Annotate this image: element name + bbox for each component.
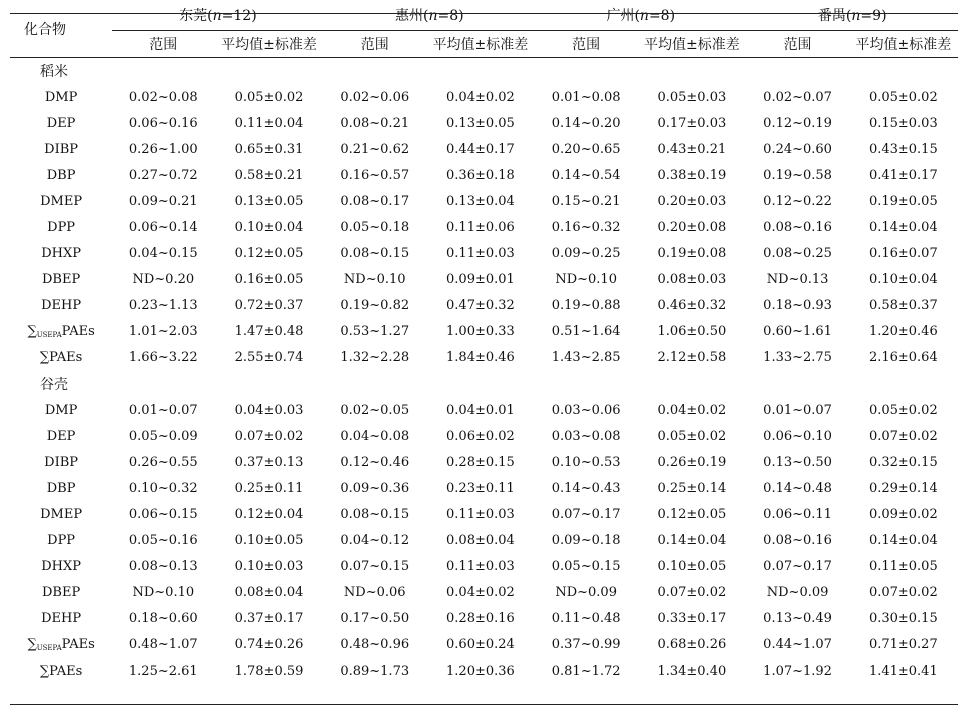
mean-sd-cell: 0.58±0.21 — [234, 167, 304, 183]
mean-sd-cell: 0.20±0.08 — [657, 220, 727, 236]
range-cell: 0.06~0.14 — [128, 220, 198, 236]
compound-name — [10, 528, 112, 554]
range-header: 范围 — [535, 31, 637, 58]
mean-sd-cell: 0.28±0.16 — [446, 611, 515, 627]
range-cell: 0.02~0.05 — [340, 402, 410, 418]
compound-name — [10, 606, 112, 632]
table-row — [10, 345, 958, 371]
compound-name-text: DEHP — [41, 611, 82, 627]
mean-sd-cell: 0.71±0.27 — [868, 637, 938, 653]
mean-sd-cell: 0.65±0.31 — [234, 141, 304, 157]
range-cell: 0.04~0.12 — [340, 533, 410, 549]
range-cell: 0.37~0.99 — [551, 637, 621, 653]
section-title: 谷壳 — [40, 377, 68, 394]
mean-sd-cell: 0.05±0.02 — [868, 89, 938, 105]
compound-name-text: DMEP — [40, 193, 83, 209]
range-cell: 0.16~0.57 — [340, 167, 410, 183]
range-cell: 0.53~1.27 — [340, 324, 410, 340]
compound-name-text: DMEP — [40, 506, 83, 522]
region-name: 广州 — [606, 8, 635, 24]
section-title: 稻米 — [40, 64, 68, 80]
header-row-regions — [10, 0, 958, 31]
mean-sd-cell: 0.07±0.02 — [234, 428, 304, 444]
mean-sd-cell: 1.47±0.48 — [234, 324, 304, 340]
range-cell: 0.07~0.17 — [551, 506, 621, 522]
compound-name-subscript: USEPA — [36, 331, 62, 340]
mean-sd-cell: 1.34±0.40 — [657, 663, 727, 679]
compound-name — [10, 423, 112, 449]
mean-sd-cell: 1.00±0.33 — [446, 324, 515, 340]
table-row — [10, 501, 958, 527]
range-cell: 0.14~0.48 — [763, 480, 832, 496]
range-cell: 0.24~0.60 — [763, 141, 832, 157]
compound-name-text: DIBP — [44, 454, 79, 470]
range-cell: 0.06~0.11 — [763, 506, 832, 522]
mean-sd-cell: 0.08±0.03 — [657, 272, 727, 288]
range-cell: 0.05~0.16 — [128, 533, 198, 549]
range-cell: 0.19~0.58 — [763, 167, 832, 183]
range-cell: 0.11~0.48 — [551, 611, 621, 627]
table-row — [10, 554, 958, 580]
compound-name-text: ∑ — [27, 637, 37, 653]
mean-sd-cell: 0.07±0.02 — [868, 428, 938, 444]
table-row — [10, 449, 958, 475]
range-cell: 0.23~1.13 — [128, 298, 198, 314]
range-cell: ND~0.13 — [766, 272, 829, 288]
mean-sd-cell: 0.04±0.03 — [234, 402, 304, 418]
mean-header: 平均值±标准差 — [849, 31, 958, 58]
range-cell: 0.17~0.50 — [340, 611, 410, 627]
table-row — [10, 214, 958, 240]
table-row — [10, 475, 958, 501]
mean-sd-cell: 0.13±0.05 — [446, 115, 515, 131]
range-cell: 0.08~0.17 — [340, 193, 410, 209]
table-row — [10, 632, 958, 658]
range-cell: ND~0.10 — [132, 585, 195, 601]
range-cell: 0.13~0.49 — [763, 611, 832, 627]
mean-sd-cell: 0.47±0.32 — [446, 298, 515, 314]
mean-sd-cell: 0.05±0.02 — [234, 89, 304, 105]
compound-name — [10, 110, 112, 136]
mean-sd-cell: 1.84±0.46 — [446, 350, 515, 366]
range-cell: 0.10~0.32 — [128, 480, 198, 496]
mean-sd-cell: 0.15±0.03 — [868, 115, 938, 131]
range-cell: 1.07~1.92 — [763, 663, 832, 679]
range-cell: 1.43~2.85 — [551, 350, 621, 366]
mean-sd-cell: 0.12±0.04 — [234, 506, 304, 522]
mean-sd-cell: 0.25±0.11 — [234, 480, 304, 496]
mean-sd-cell: 0.04±0.02 — [446, 585, 515, 601]
mean-sd-cell: 0.12±0.05 — [234, 246, 304, 262]
range-header: 范围 — [112, 31, 214, 58]
range-cell: ND~0.06 — [343, 585, 406, 601]
compound-header: 化合物 — [10, 0, 112, 58]
compound-name — [10, 397, 112, 423]
range-cell: 0.48~1.07 — [128, 637, 198, 653]
mean-sd-cell: 0.43±0.21 — [657, 141, 727, 157]
range-cell: 0.48~0.96 — [340, 637, 410, 653]
table-row — [10, 658, 958, 684]
mean-sd-cell: 0.05±0.02 — [657, 428, 727, 444]
range-cell: 0.02~0.06 — [340, 89, 410, 105]
range-header: 范围 — [324, 31, 426, 58]
table-row — [10, 423, 958, 449]
compound-name-subscript: USEPA — [36, 644, 62, 653]
compound-name-text: DEHP — [41, 298, 82, 314]
range-header: 范围 — [746, 31, 848, 58]
compound-name-text: DBEP — [41, 272, 81, 288]
range-cell: 0.21~0.62 — [340, 141, 410, 157]
mean-sd-cell: 0.04±0.02 — [446, 89, 515, 105]
table-row — [10, 606, 958, 632]
region-header-3: 番禺(n=9) — [746, 0, 958, 31]
mean-sd-cell: 0.20±0.03 — [657, 193, 727, 209]
table-row — [10, 580, 958, 606]
mean-sd-cell: 1.41±0.41 — [868, 663, 938, 679]
compound-name — [10, 188, 112, 214]
range-cell: 0.18~0.60 — [128, 611, 198, 627]
region-name: 东莞 — [179, 8, 208, 24]
range-cell: 1.25~2.61 — [128, 663, 198, 679]
range-cell: 0.03~0.06 — [551, 402, 621, 418]
range-cell: 0.08~0.15 — [340, 246, 410, 262]
table-row — [10, 241, 958, 267]
mean-sd-cell: 0.13±0.04 — [446, 193, 515, 209]
range-cell: 0.16~0.32 — [551, 220, 621, 236]
mean-sd-cell: 0.11±0.04 — [234, 115, 304, 131]
mean-header: 平均值±标准差 — [637, 31, 746, 58]
header-row-stats — [10, 31, 958, 58]
range-cell: 0.02~0.07 — [763, 89, 832, 105]
mean-sd-cell: 0.10±0.04 — [868, 272, 938, 288]
compound-name-text: DIBP — [44, 141, 79, 157]
mean-sd-cell: 0.05±0.02 — [868, 402, 938, 418]
compound-name-text: DMP — [44, 402, 78, 418]
range-cell: 0.09~0.25 — [551, 246, 621, 262]
compound-name-text: DBP — [46, 167, 76, 183]
range-cell: 0.89~1.73 — [340, 663, 410, 679]
mean-sd-cell: 0.19±0.08 — [657, 246, 727, 262]
mean-sd-cell: 0.12±0.05 — [657, 506, 727, 522]
mean-sd-cell: 0.05±0.03 — [657, 89, 727, 105]
section-row — [10, 58, 958, 85]
compound-name — [10, 554, 112, 580]
range-cell: 0.27~0.72 — [128, 167, 198, 183]
compound-name-text: DPP — [47, 220, 76, 236]
range-cell: 0.01~0.07 — [763, 402, 832, 418]
region-n: 8 — [660, 8, 670, 24]
mean-sd-cell: 0.06±0.02 — [446, 428, 515, 444]
mean-sd-cell: 0.04±0.01 — [446, 402, 515, 418]
range-cell: ND~0.09 — [555, 585, 617, 601]
compound-name-text: DBP — [46, 480, 76, 496]
range-cell: 0.14~0.20 — [551, 115, 621, 131]
compound-name-text: DEP — [46, 428, 76, 444]
pae-concentration-table — [10, 0, 958, 684]
region-header-0: 东莞(n=12) — [112, 0, 323, 31]
mean-sd-cell: 0.09±0.01 — [446, 272, 515, 288]
compound-name-text: DPP — [47, 533, 76, 549]
compound-name — [10, 267, 112, 293]
table-row — [10, 267, 958, 293]
table-row — [10, 319, 958, 345]
compound-name — [10, 136, 112, 162]
mean-sd-cell: 1.78±0.59 — [234, 663, 304, 679]
region-name: 番禺 — [817, 8, 846, 24]
table-row — [10, 84, 958, 110]
mean-sd-cell: 0.11±0.05 — [868, 559, 938, 575]
region-header-2: 广州(n=8) — [535, 0, 746, 31]
range-cell: 1.01~2.03 — [128, 324, 198, 340]
mean-sd-cell: 0.72±0.37 — [234, 298, 304, 314]
compound-name-suffix: PAEs — [61, 324, 95, 340]
mean-sd-cell: 0.16±0.05 — [234, 272, 304, 288]
range-cell: 0.01~0.07 — [128, 402, 198, 418]
compound-name — [10, 241, 112, 267]
mean-sd-cell: 0.10±0.03 — [234, 559, 304, 575]
mean-sd-cell: 0.10±0.05 — [234, 533, 304, 549]
range-cell: 0.12~0.19 — [763, 115, 832, 131]
compound-name — [10, 632, 112, 658]
range-cell: ND~0.10 — [555, 272, 617, 288]
compound-name — [10, 658, 112, 684]
range-cell: 0.13~0.50 — [763, 454, 832, 470]
region-name: 惠州 — [395, 8, 424, 24]
mean-sd-cell: 0.14±0.04 — [868, 220, 938, 236]
mean-sd-cell: 0.11±0.03 — [446, 506, 515, 522]
mean-sd-cell: 0.04±0.02 — [657, 402, 727, 418]
mean-sd-cell: 1.20±0.46 — [868, 324, 938, 340]
mean-sd-cell: 0.09±0.02 — [868, 506, 938, 522]
range-cell: 0.44~1.07 — [763, 637, 832, 653]
mean-sd-cell: 0.68±0.26 — [657, 637, 727, 653]
compound-name — [10, 475, 112, 501]
range-cell: 1.66~3.22 — [128, 350, 198, 366]
mean-sd-cell: 0.26±0.19 — [657, 454, 727, 470]
mean-sd-cell: 0.28±0.15 — [446, 454, 515, 470]
mean-sd-cell: 0.16±0.07 — [868, 246, 938, 262]
compound-name — [10, 84, 112, 110]
region-n: 12 — [233, 8, 252, 24]
mean-sd-cell: 0.41±0.17 — [868, 167, 938, 183]
range-cell: 0.08~0.21 — [340, 115, 410, 131]
compound-name-text: ∑PAEs — [39, 350, 83, 366]
mean-sd-cell: 0.10±0.05 — [657, 559, 727, 575]
mean-sd-cell: 0.58±0.37 — [868, 298, 938, 314]
mean-sd-cell: 0.11±0.06 — [446, 220, 515, 236]
range-cell: ND~0.20 — [132, 272, 195, 288]
range-cell: 0.08~0.16 — [763, 220, 832, 236]
compound-name — [10, 162, 112, 188]
mean-sd-cell: 0.29±0.14 — [868, 480, 938, 496]
range-cell: 0.06~0.16 — [128, 115, 198, 131]
range-cell: 0.14~0.54 — [551, 167, 621, 183]
range-cell: 0.08~0.13 — [128, 559, 198, 575]
pae-concentration-table-container — [10, 0, 958, 684]
table-row — [10, 293, 958, 319]
region-n: 8 — [449, 8, 459, 24]
compound-name-text: ∑ — [27, 324, 37, 340]
compound-name — [10, 501, 112, 527]
range-cell: 0.19~0.88 — [551, 298, 621, 314]
mean-sd-cell: 0.08±0.04 — [234, 585, 304, 601]
range-cell: 0.81~1.72 — [551, 663, 621, 679]
mean-sd-cell: 0.07±0.02 — [868, 585, 938, 601]
mean-sd-cell: 0.44±0.17 — [446, 141, 515, 157]
table-row — [10, 162, 958, 188]
mean-sd-cell: 0.46±0.32 — [657, 298, 727, 314]
mean-sd-cell: 0.33±0.17 — [657, 611, 727, 627]
compound-name-text: DHXP — [41, 246, 81, 262]
range-cell: 0.09~0.21 — [128, 193, 198, 209]
compound-name-suffix: PAEs — [61, 637, 95, 653]
range-cell: 0.07~0.15 — [340, 559, 410, 575]
range-cell: 0.60~1.61 — [763, 324, 832, 340]
range-cell: 0.02~0.08 — [128, 89, 198, 105]
range-cell: 1.32~2.28 — [340, 350, 410, 366]
mean-sd-cell: 0.30±0.15 — [868, 611, 938, 627]
range-cell: 0.05~0.15 — [551, 559, 621, 575]
range-cell: 0.26~0.55 — [128, 454, 198, 470]
range-cell: 0.14~0.43 — [551, 480, 621, 496]
mean-header: 平均值±标准差 — [214, 31, 323, 58]
compound-name — [10, 214, 112, 240]
range-cell: 0.04~0.15 — [128, 246, 198, 262]
range-cell: 0.08~0.16 — [763, 533, 832, 549]
mean-sd-cell: 0.11±0.03 — [446, 246, 515, 262]
compound-name — [10, 345, 112, 371]
mean-sd-cell: 2.16±0.64 — [868, 350, 938, 366]
mean-sd-cell: 0.36±0.18 — [446, 167, 515, 183]
mean-sd-cell: 2.55±0.74 — [234, 350, 304, 366]
range-cell: 0.09~0.36 — [340, 480, 410, 496]
compound-name — [10, 449, 112, 475]
mean-sd-cell: 0.07±0.02 — [657, 585, 727, 601]
compound-name — [10, 293, 112, 319]
range-cell: 0.03~0.08 — [551, 428, 621, 444]
range-cell: ND~0.10 — [343, 272, 406, 288]
mean-sd-cell: 0.32±0.15 — [868, 454, 938, 470]
mean-sd-cell: 0.14±0.04 — [657, 533, 727, 549]
mean-sd-cell: 0.60±0.24 — [446, 637, 515, 653]
mean-sd-cell: 0.17±0.03 — [657, 115, 727, 131]
range-cell: 0.06~0.10 — [763, 428, 832, 444]
mean-sd-cell: 0.11±0.03 — [446, 559, 515, 575]
range-cell: 0.51~1.64 — [551, 324, 621, 340]
range-cell: 0.08~0.25 — [763, 246, 832, 262]
mean-sd-cell: 0.37±0.13 — [234, 454, 304, 470]
table-row — [10, 110, 958, 136]
mean-sd-cell: 0.13±0.05 — [234, 193, 304, 209]
range-cell: ND~0.09 — [766, 585, 829, 601]
range-cell: 0.04~0.08 — [340, 428, 410, 444]
mean-sd-cell: 0.43±0.15 — [868, 141, 938, 157]
table-row — [10, 188, 958, 214]
range-cell: 0.09~0.18 — [551, 533, 621, 549]
range-cell: 0.10~0.53 — [551, 454, 621, 470]
range-cell: 0.05~0.09 — [128, 428, 198, 444]
table-top-rule — [10, 13, 958, 14]
mean-sd-cell: 0.08±0.04 — [446, 533, 515, 549]
mean-sd-cell: 0.23±0.11 — [446, 480, 515, 496]
compound-name — [10, 580, 112, 606]
section-row — [10, 371, 958, 397]
mean-sd-cell: 1.20±0.36 — [446, 663, 515, 679]
compound-name-text: DEP — [46, 115, 76, 131]
table-row — [10, 528, 958, 554]
mean-sd-cell: 2.12±0.58 — [657, 350, 727, 366]
range-cell: 0.26~1.00 — [128, 141, 198, 157]
range-cell: 0.07~0.17 — [763, 559, 832, 575]
range-cell: 0.15~0.21 — [551, 193, 621, 209]
range-cell: 0.08~0.15 — [340, 506, 410, 522]
range-cell: 0.12~0.22 — [763, 193, 832, 209]
table-bottom-rule — [10, 704, 958, 705]
range-cell: 0.06~0.15 — [128, 506, 198, 522]
mean-sd-cell: 0.25±0.14 — [657, 480, 727, 496]
mean-sd-cell: 0.10±0.04 — [234, 220, 304, 236]
compound-name-text: ∑PAEs — [39, 663, 83, 679]
mean-sd-cell: 0.74±0.26 — [234, 637, 304, 653]
region-n: 9 — [872, 8, 882, 24]
range-cell: 0.01~0.08 — [551, 89, 621, 105]
compound-name-text: DMP — [44, 89, 78, 105]
range-cell: 0.05~0.18 — [340, 220, 410, 236]
compound-name — [10, 319, 112, 345]
mean-header: 平均值±标准差 — [426, 31, 535, 58]
table-row — [10, 397, 958, 423]
mean-sd-cell: 0.19±0.05 — [868, 193, 938, 209]
range-cell: 0.18~0.93 — [763, 298, 832, 314]
table-body — [10, 58, 958, 685]
compound-name-text: DHXP — [41, 559, 81, 575]
mean-sd-cell: 0.37±0.17 — [234, 611, 304, 627]
range-cell: 0.12~0.46 — [340, 454, 410, 470]
range-cell: 0.20~0.65 — [551, 141, 621, 157]
compound-name-text: DBEP — [41, 585, 81, 601]
mean-sd-cell: 0.38±0.19 — [657, 167, 727, 183]
range-cell: 0.19~0.82 — [340, 298, 410, 314]
mean-sd-cell: 1.06±0.50 — [657, 324, 727, 340]
table-row — [10, 136, 958, 162]
range-cell: 1.33~2.75 — [763, 350, 832, 366]
region-header-1: 惠州(n=8) — [324, 0, 535, 31]
mean-sd-cell: 0.14±0.04 — [868, 533, 938, 549]
